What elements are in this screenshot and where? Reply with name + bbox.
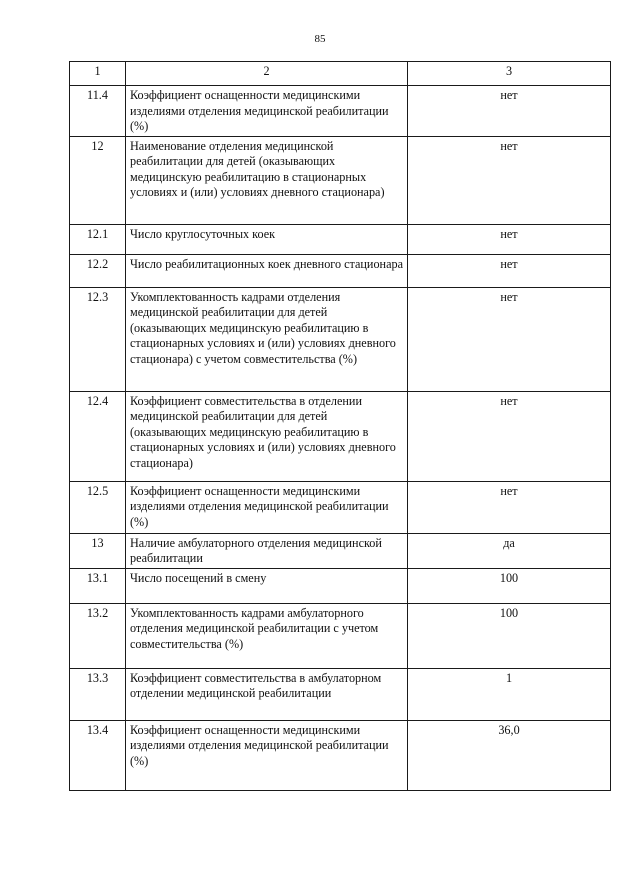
row-number: 12.2 [70,254,126,287]
row-value: 1 [408,668,611,720]
row-description: Число посещений в смену [126,568,408,603]
row-description: Коэффициент совместительства в амбулаторном отделении медицинской реабилитации [126,668,408,720]
row-number: 12.4 [70,391,126,481]
row-value: да [408,533,611,568]
row-description: Коэффициент оснащенности медицинскими изделиями отделения медицинской реабилитации (%) [126,481,408,533]
row-description: Число реабилитационных коек дневного стационара [126,254,408,287]
row-value: нет [408,391,611,481]
table-row [70,720,611,790]
row-number: 12.1 [70,224,126,254]
row-description: Число круглосуточных коек [126,224,408,254]
row-number: 12.3 [70,287,126,391]
column-header-3: 3 [408,62,611,86]
row-number: 11.4 [70,86,126,137]
row-number: 13.1 [70,568,126,603]
row-number: 12 [70,136,126,224]
table-row [70,86,611,137]
table-row [70,224,611,254]
row-number: 13.3 [70,668,126,720]
row-value: нет [408,86,611,137]
table-header-row [70,62,611,86]
row-number: 13.4 [70,720,126,790]
row-value: 36,0 [408,720,611,790]
row-value: нет [408,136,611,224]
row-value: нет [408,481,611,533]
row-value: нет [408,224,611,254]
table-row [70,533,611,568]
row-description: Наличие амбулаторного отделения медицинской реабилитации [126,533,408,568]
row-value: 100 [408,568,611,603]
row-value: нет [408,254,611,287]
row-description: Коэффициент оснащенности медицинскими изделиями отделения медицинской реабилитации (%) [126,86,408,137]
table-row [70,668,611,720]
table-row [70,136,611,224]
row-description: Коэффициент оснащенности медицинскими изделиями отделения медицинской реабилитации (%) [126,720,408,790]
row-number: 12.5 [70,481,126,533]
table-row [70,603,611,668]
data-table [69,61,611,791]
row-value: нет [408,287,611,391]
page-number: 85 [314,33,326,45]
table-row [70,391,611,481]
row-description: Укомплектованность кадрами отделения медицинской реабилитации для детей (оказывающих медицинскую реабилитацию в стационарных условиях и (или) условиях дневного стационара) с учетом совместительства (%) [126,287,408,391]
row-description: Наименование отделения медицинской реабилитации для детей (оказывающих медицинскую реабилитацию в стационарных условиях и (или) условиях дневного стационара) [126,136,408,224]
column-header-1: 1 [70,62,126,86]
table-row [70,568,611,603]
table-row [70,287,611,391]
table-row [70,254,611,287]
row-description: Коэффициент совместительства в отделении медицинской реабилитации для детей (оказывающих медицинскую реабилитацию в стационарных условиях и (или) условиях дневного стационара) [126,391,408,481]
row-value: 100 [408,603,611,668]
column-header-2: 2 [126,62,408,86]
table-row [70,481,611,533]
row-number: 13 [70,533,126,568]
row-number: 13.2 [70,603,126,668]
row-description: Укомплектованность кадрами амбулаторного отделения медицинской реабилитации с учетом совместительства (%) [126,603,408,668]
